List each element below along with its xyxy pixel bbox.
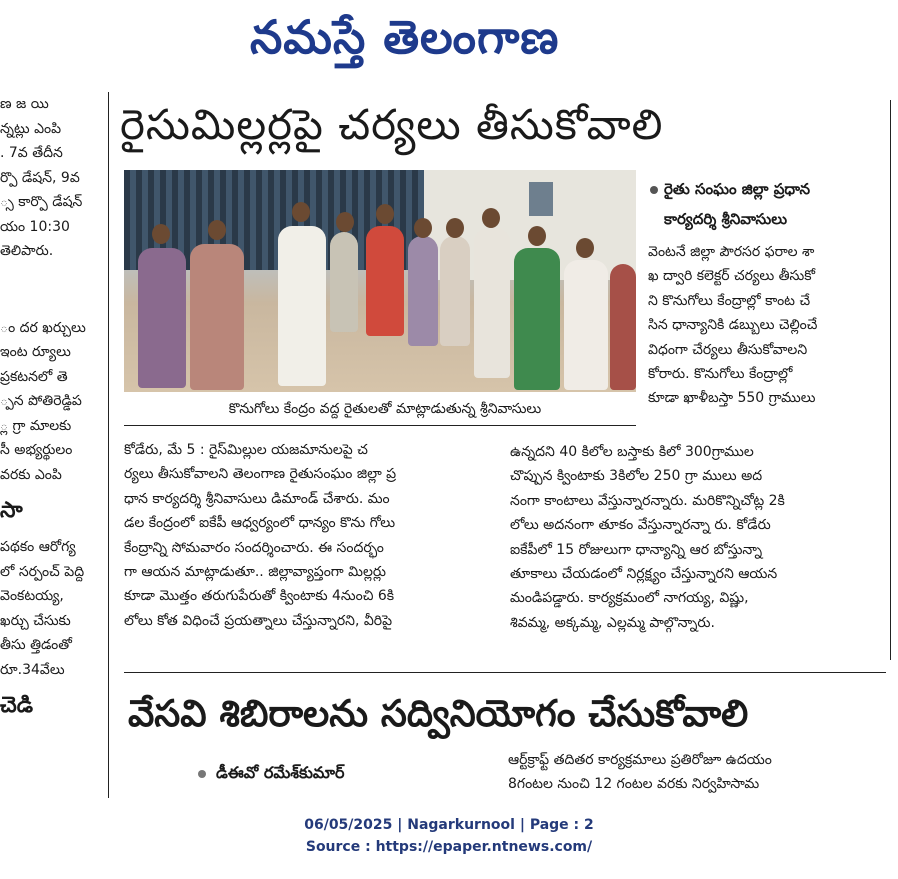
photo-person — [138, 248, 186, 388]
text-line: వెంకటయ్య, — [0, 588, 64, 604]
text-line: లోలు కోత విధించే ప్రయత్నాలు చేస్తున్నారని, వీరిపై — [124, 612, 393, 629]
reporter-byline — [650, 174, 890, 234]
text-line: . 7వ తేదీన — [0, 145, 63, 161]
text-line: ఆర్ట్‌క్రాఫ్ట్ తదితర కార్యక్రమాలు ప్రతిరోజూ ఉదయం — [508, 752, 772, 768]
text-line: ర్పొ డేషన్, 9వ — [0, 169, 80, 186]
text-line: చొప్పున క్వింటాకు 3కిలోల 250 గ్రా ములు అద — [510, 468, 763, 485]
left-column-fragment — [0, 92, 100, 798]
second-article-byline: డీఈవో రమేశ్‌కుమార్ — [198, 760, 458, 786]
text-line: ధాన కార్యదర్శి శ్రీనివాసులు డిమాండ్ చేశారు. మం — [124, 490, 390, 507]
text-line: కేంద్రాన్ని సోమవారం సందర్శించారు. ఈ సందర్భం — [124, 539, 384, 556]
photo-person — [514, 248, 560, 390]
text-line: కూడా ఖాళీబస్తా 550 గ్రాములు — [648, 390, 816, 407]
column-divider-left — [108, 92, 109, 798]
bullet-icon — [650, 186, 658, 194]
article-body-column-2 — [510, 440, 886, 635]
text-line: కోరారు. కొనుగోలు కేంద్రాల్లో — [648, 366, 793, 383]
text-line: తీసు త్తిడంతో — [0, 637, 72, 653]
text-line: విధంగా చేర్యలు తీసుకోవాలని — [648, 341, 808, 358]
text-line: న్నట్లు ఎంపి — [0, 120, 62, 137]
photo-person-head — [336, 212, 354, 232]
text-line: ఇంట ర్యూలు — [0, 344, 71, 360]
photo-person-head — [482, 208, 500, 228]
text-line: ఖర్చు చేసుకు — [0, 612, 71, 629]
column-divider-right — [890, 100, 891, 660]
text-line: ్పన పోతిరెడ్డిప — [0, 393, 82, 409]
page-footer — [0, 814, 898, 858]
text-line: గా ఆయన మాట్లాడుతూ.. జిల్లావ్యాప్తంగా మిల్లర్లు — [124, 564, 387, 581]
photo-person — [408, 236, 438, 346]
right-column-text — [648, 240, 886, 411]
text-line: వరకు ఎంపి — [0, 466, 62, 483]
footer-source: Source : https://epaper.ntnews.com/ — [305, 839, 593, 855]
text-line: ర్యలు తీసుకోవాలని తెలంగాణ రైతుసంఘం జిల్లా ప్ర — [124, 466, 397, 483]
newspaper-masthead: నమస్తే తెలంగాణ — [250, 10, 560, 64]
text-line: యం 10:30 — [0, 218, 70, 235]
left-subhead: సా — [0, 498, 23, 523]
text-line: లో సర్పంచ్ పెద్ది — [0, 563, 85, 580]
photo-person — [366, 226, 404, 336]
photo-window — [529, 182, 553, 216]
text-line: ఉన్నదని 40 కిలోల బస్తాకు కిలో 300గ్రాముల — [510, 444, 754, 460]
photo-person-head — [376, 204, 394, 224]
photo-person-head — [528, 226, 546, 246]
left-lines-top — [0, 92, 100, 264]
photo-caption: కొనుగోలు కేంద్రం వద్ద రైతులతో మాట్లాడుతున్న శ్రీనివాసులు — [228, 401, 542, 417]
text-line: కూడా మొత్తం తరుగుపేరుతో క్వింటాకు 4నుంచి 6కి — [124, 588, 395, 605]
article-divider — [124, 672, 886, 673]
text-line: సీ అభ్యర్థులం — [0, 442, 73, 458]
second-article-text — [508, 748, 888, 797]
caption-underline — [124, 425, 636, 426]
text-line: ఐకేపీలో 15 రోజులుగా ధాన్యాన్ని ఆర బోస్తున్నా — [510, 541, 763, 558]
text-line: ్ల గ్రా మాలకు — [0, 417, 72, 434]
text-line: ం దర ఖర్చులు — [0, 319, 86, 336]
text-line: ఖ ద్వారి కలెక్టర్ చర్యలు తీసుకో — [648, 268, 816, 285]
bullet-icon — [198, 770, 206, 778]
text-line: లోలు అదనంగా తూకం వేస్తున్నారన్నా రు. కోడేరు — [510, 517, 771, 534]
text-line: పథకం ఆరోగ్య — [0, 539, 76, 555]
photo-person — [330, 232, 358, 332]
photo-person — [190, 244, 244, 390]
text-line: నంగా కాంటాలు వేస్తున్నారన్నారు. మరికొన్నిచోట్ల 2కి — [510, 492, 785, 509]
text-line: రూ.34వేలు — [0, 661, 65, 678]
article-body-column-1 — [124, 438, 498, 633]
left-lines-mid — [0, 316, 100, 488]
photo-person-head — [152, 224, 170, 244]
photo-person — [610, 264, 636, 390]
article-photo — [124, 170, 636, 392]
second-article-headline: వేసవి శిబిరాలను సద్వినియోగం చేసుకోవాలి — [128, 692, 749, 735]
photo-person-head — [208, 220, 226, 240]
footer-edition-info: 06/05/2025 | Nagarkurnool | Page : 2 — [304, 817, 594, 833]
photo-person — [474, 228, 510, 378]
photo-person-head — [446, 218, 464, 238]
left-tail-heading: చెడి — [0, 693, 34, 718]
text-line: డల కేంద్రంలో ఐకేపీ ఆధ్వర్యంలో ధాన్యం కొను గోలు — [124, 515, 396, 532]
article-headline: రైసుమిల్లర్లపై చర్యలు తీసుకోవాలి — [120, 100, 664, 149]
byline-line: రైతు సంఘం జిల్లా ప్రధాన — [650, 174, 890, 204]
photo-person — [278, 226, 326, 386]
text-line: ్స కార్పొ డేషన్ — [0, 194, 83, 210]
byline-line: కార్యదర్శి శ్రీనివాసులు — [664, 210, 788, 228]
text-line: తూకాలు చేయడంలో నిర్లక్ష్యం చేస్తున్నారని ఆయన — [510, 566, 778, 583]
photo-person-head — [576, 238, 594, 258]
text-line: ణ జ యి — [0, 96, 49, 112]
text-line: 8గంటల నుంచి 12 గంటల వరకు నిర్వహిసామ — [508, 776, 760, 793]
photo-person-head — [292, 202, 310, 222]
text-line: శివమ్మ, అక్కమ్మ, ఎల్లమ్మ పాల్గొన్నారు. — [510, 614, 715, 631]
text-line: ని కొనుగోలు కేంద్రాల్లో కాంట చే — [648, 292, 811, 309]
text-line: వెంటనే జిల్లా పౌరసర ఫరాల శా — [648, 244, 815, 260]
text-line: తెలిపారు. — [0, 243, 54, 259]
photo-person-head — [414, 218, 432, 238]
left-lines-bottom — [0, 535, 100, 682]
text-line: మండిపడ్డారు. కార్యక్రమంలో నాగయ్య, విష్ణు, — [510, 590, 749, 607]
text-line: ప్రకటనలో తె — [0, 368, 68, 385]
text-line: కోడేరు, మే 5 : రైస్‌మిల్లుల యజమానులపై చ — [124, 442, 368, 458]
text-line: సిన ధాన్యానికి డబ్బులు చెల్లించే — [648, 317, 818, 334]
photo-person — [440, 236, 470, 346]
photo-person — [564, 260, 608, 390]
